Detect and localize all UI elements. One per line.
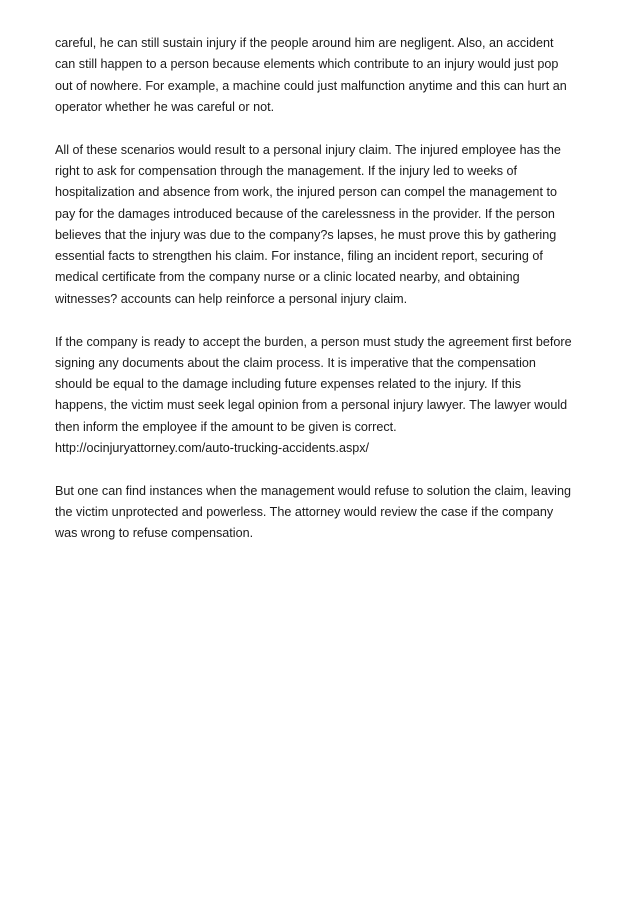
document-body	[55, 33, 595, 566]
text-line: If the company is ready to accept the burden, a person must study the agreement first before	[55, 334, 572, 349]
url-line: http://ocinjuryattorney.com/auto-trucking-accidents.aspx/	[55, 441, 370, 456]
paragraph-4	[55, 481, 595, 545]
paragraph-3	[55, 332, 595, 460]
text-line: But one can find instances when the management would refuse to solution the claim, leaving	[55, 483, 571, 498]
text-line: should be equal to the damage including future expenses related to the injury. If this	[55, 377, 522, 392]
text-line: was wrong to refuse compensation.	[55, 526, 254, 541]
text-line: happens, the victim must seek legal opinion from a personal injury lawyer. The lawyer would	[55, 398, 568, 413]
text-line: operator whether he was careful or not.	[55, 99, 275, 114]
text-line: hospitalization and absence from work, the injured person can compel the management to	[55, 185, 557, 200]
paragraph-2	[55, 140, 595, 310]
text-line: All of these scenarios would result to a personal injury claim. The injured employee has the	[55, 142, 561, 157]
text-line: out of nowhere. For example, a machine could just malfunction anytime and this can hurt an	[55, 78, 567, 93]
text-line: right to ask for compensation through the management. If the injury led to weeks of	[55, 163, 518, 178]
text-line: the victim unprotected and powerless. The attorney would review the case if the company	[55, 505, 554, 520]
text-line: witnesses? accounts can help reinforce a personal injury claim.	[55, 291, 408, 306]
paragraph-1	[55, 33, 595, 118]
text-line: careful, he can still sustain injury if the people around him are negligent. Also, an accident	[55, 36, 554, 50]
text-line: signing any documents about the claim process. It is imperative that the compensation	[55, 355, 536, 370]
text-line: medical certificate from the company nurse or a clinic located nearby, and obtaining	[55, 270, 520, 285]
text-line: pay for the damages introduced because of the carelessness in the provider. If the person	[55, 206, 555, 221]
text-line: essential facts to strengthen his claim. For instance, filing an incident report, securing of	[55, 249, 543, 264]
text-line: can still happen to a person because elements which contribute to an injury would just pop	[55, 57, 559, 72]
text-line: then inform the employee if the amount to be given is correct.	[55, 419, 397, 434]
text-line: believes that the injury was due to the company?s lapses, he must prove this by gathering	[55, 227, 557, 242]
